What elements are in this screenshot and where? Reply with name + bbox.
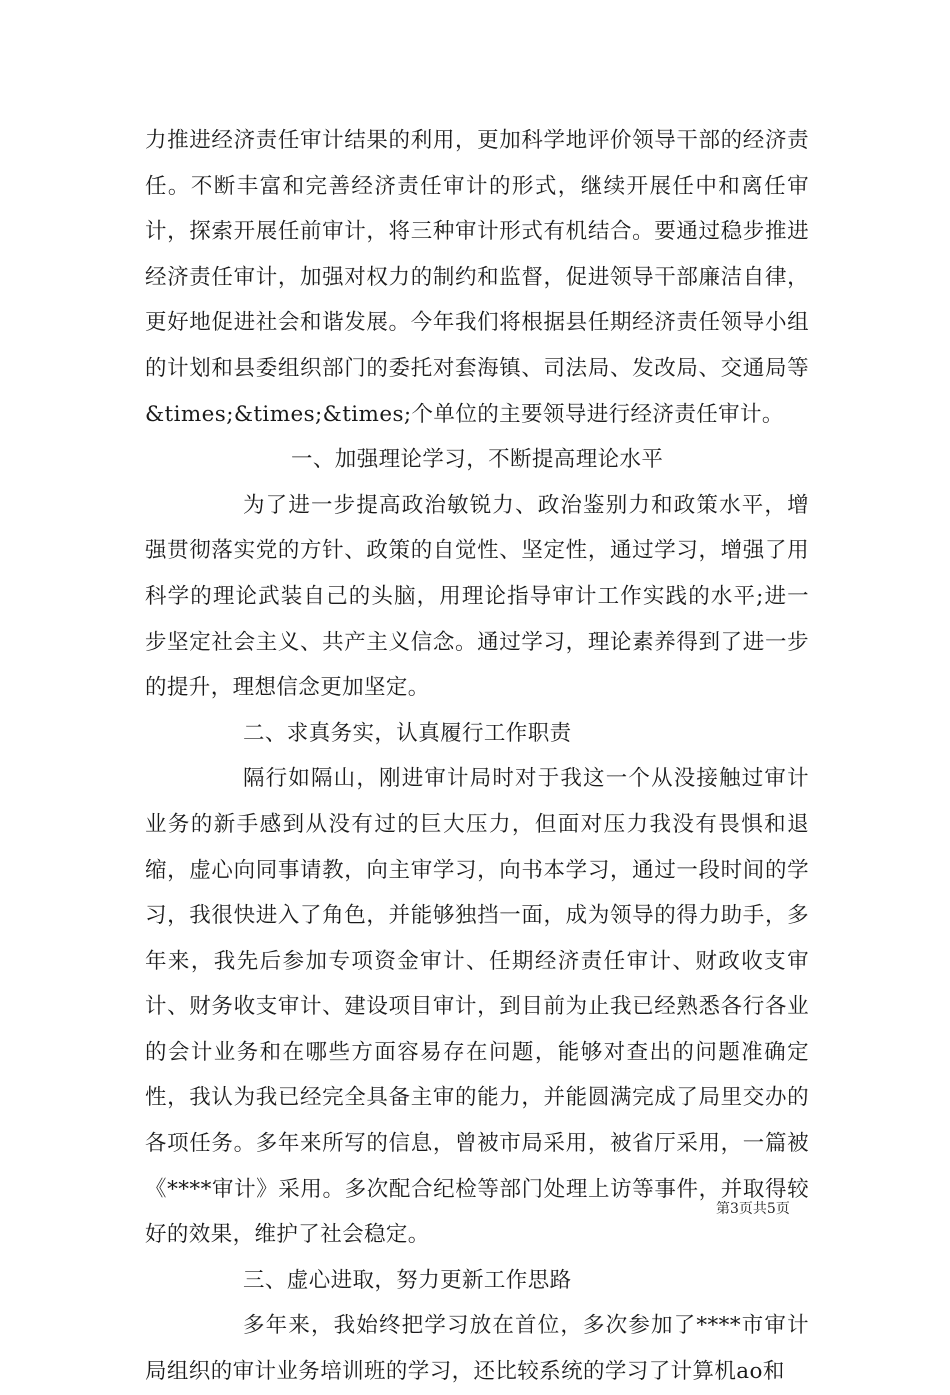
section-3-paragraph: 多年来，我始终把学习放在首位，多次参加了****市审计局组织的审计业务培训班的学习，还比较系统的学习了计算机ao和 [145,1313,809,1385]
section-1-paragraph: 为了进一步提高政治敏锐力、政治鉴别力和政策水平，增强贯彻落实党的方针、政策的自觉性、坚定性，通过学习，增强了用科学的理论武装自己的头脑，用理论指导审计工作实践的水平;进一步坚定社会主义、共产主义信念。通过学习，理论素养得到了进一步的提升，理想信念更加坚定。 [145,492,809,701]
section-2-paragraph: 隔行如隔山，刚进审计局时对于我这一个从没接触过审计业务的新手感到从没有过的巨大压力，但面对压力我没有畏惧和退缩，虚心向同事请教，向主审学习，向书本学习，通过一段时间的学习，我很快进入了角色，并能够独挡一面，成为领导的得力助手，多年来，我先后参加专项资金审计、任期经济责任审计、财政收支审计、财务收支审计、建设项目审计，到目前为止我已经熟悉各行各业的会计业务和在哪些方面容易存在问题，能够对查出的问题准确定性，我认为我已经完全具备主审的能力，并能圆满完成了局里交办的各项任务。多年来所写的信息，曾被市局采用，被省厅采用，一篇被《****审计》采用。多次配合纪检等部门处理上访等事件，并取得较好的效果，维护了社会稳定。 [145,766,809,1248]
section-heading-1: 一、加强理论学习，不断提高理论水平 [291,447,664,473]
section-heading-3: 三、虚心进取，努力更新工作思路 [243,1267,572,1293]
page-number-footer: 第3页共5页 [716,1201,790,1217]
section-heading-2: 二、求真务实，认真履行工作职责 [243,720,572,746]
document-body [145,118,809,1395]
intro-paragraph: 力推进经济责任审计结果的利用，更加科学地评价领导干部的经济责任。不断丰富和完善经济责任审计的形式，继续开展任中和离任审计，探索开展任前审计，将三种审计形式有机结合。要通过稳步推进经济责任审计，加强对权力的制约和监督，促进领导干部廉洁自律，更好地促进社会和谐发展。今年我们将根据县任期经济责任领导小组的计划和县委组织部门的委托对套海镇、司法局、发改局、交通局等&times;&times;&times;个单位的主要领导进行经济责任审计。 [145,128,809,427]
